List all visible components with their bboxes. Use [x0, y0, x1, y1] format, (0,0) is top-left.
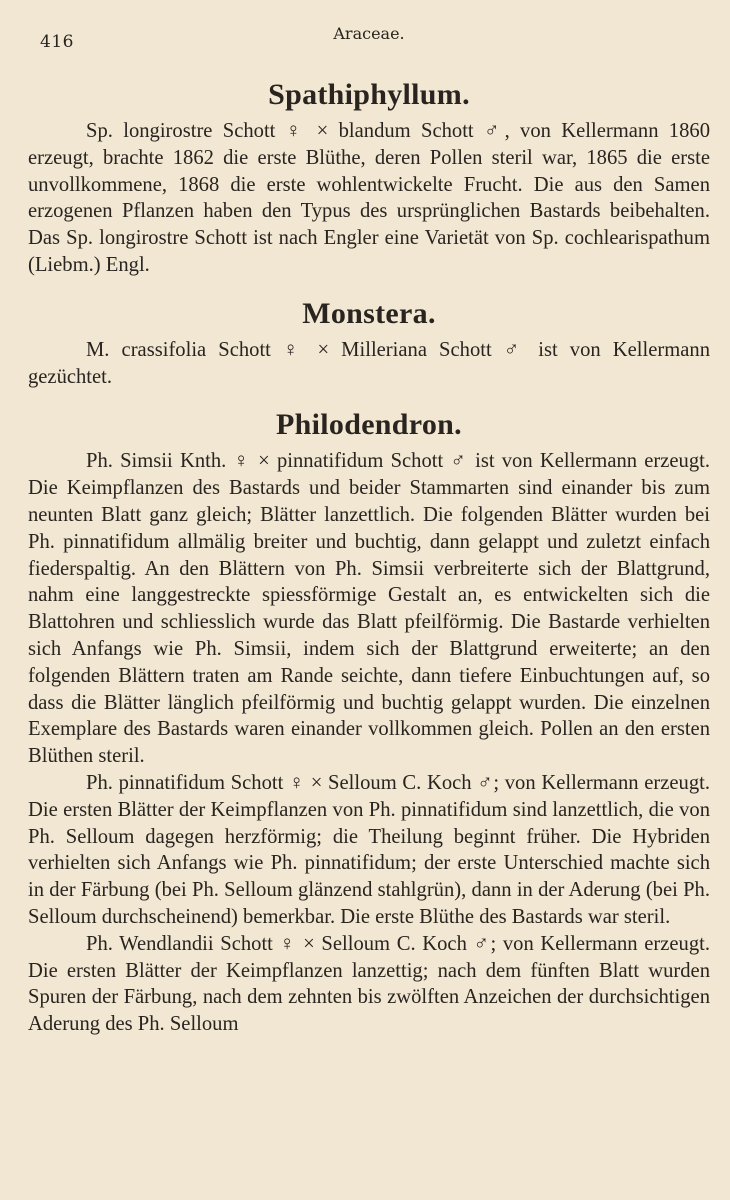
paragraph: Ph. Wendlandii Schott ♀ × Selloum C. Koch ♂; von Kellermann erzeugt. Die ersten Blätter der Keimpflanzen lanzettig; nach dem fünften Blatt wurden Spuren der Färbung, nach dem zehnten bis zwölften Anzeichen der durchsichtigen Aderung des Ph. Selloum: [28, 932, 710, 1036]
running-title: Araceae.: [333, 24, 405, 43]
section-philodendron: [28, 408, 710, 1038]
paragraph: Ph. Simsii Knth. ♀ × pinnatifidum Schott ♂ ist von Kellermann erzeugt. Die Keimpflanzen des Bastards und beider Stammarten sind einander bis zum neunten Blatt ganz gleich; Blätter lanzettlich. Die folgenden Blätter wurden bei Ph. pinnatifidum allmälig breiter und buchtig, dann gelappt und zuletzt einfach fiederspaltig. An den Blättern von Ph. Simsii verbreiterte sich der Blattgrund, nahm eine langgestreckte spiessförmige Gestalt an, es entwickelten sich die Blattohren und schliesslich wurde das Blatt pfeilförmig. Die Bastarde verhielten sich Anfangs wie Ph. Simsii, indem sich der Blattgrund erweiterte; an den folgenden Blättern traten am Rande seichte, dann tiefere Einbuchtungen auf, so dass die Blätter länglich pfeilförmig und buchtig gelappt wurden. Die einzelnen Exemplare des Bastards waren einander vollkommen gleich. Pollen an den ersten Blüthen steril.: [28, 450, 710, 768]
paragraph: Ph. pinnatifidum Schott ♀ × Selloum C. Koch ♂; von Kellermann erzeugt. Die ersten Blätter der Keimpflanzen von Ph. pinnatifidum sind lanzettlich, die von Ph. Selloum dagegen herzförmig; die Theilung beginnt früher. Die Hybriden verhielten sich Anfangs wie Ph. pinnatifidum; der erste Unterschied machte sich in der Färbung (bei Ph. Selloum glänzend stahlgrün), dann in der Aderung (bei Ph. Selloum durchscheinend) bemerkbar. Die erste Blüthe des Bastards war steril.: [28, 771, 710, 928]
page-number: 416: [40, 32, 74, 52]
running-head: [28, 20, 710, 60]
section-title: Monstera.: [302, 296, 436, 330]
section-title: Philodendron.: [276, 408, 462, 442]
section-monstera: [28, 297, 710, 391]
section-spathiphyllum: [28, 78, 710, 279]
paragraph: Sp. longirostre Schott ♀ × blandum Schott ♂, von Kellermann 1860 erzeugt, brachte 1862 die erste Blüthe, deren Pollen steril war, 1865 die erste unvollkommene, 1868 die erste wohlentwickelte Frucht. Die aus den Samen erzogenen Pflanzen haben den Typus des ursprünglichen Bastards beibehalten. Das Sp. longirostre Schott ist nach Engler eine Varietät von Sp. cochlearispathum (Liebm.) Engl.: [28, 120, 710, 276]
section-title: Spathiphyllum.: [268, 78, 470, 111]
paragraph: M. crassifolia Schott ♀ × Milleriana Schott ♂ ist von Kellermann gezüchtet.: [28, 338, 710, 388]
